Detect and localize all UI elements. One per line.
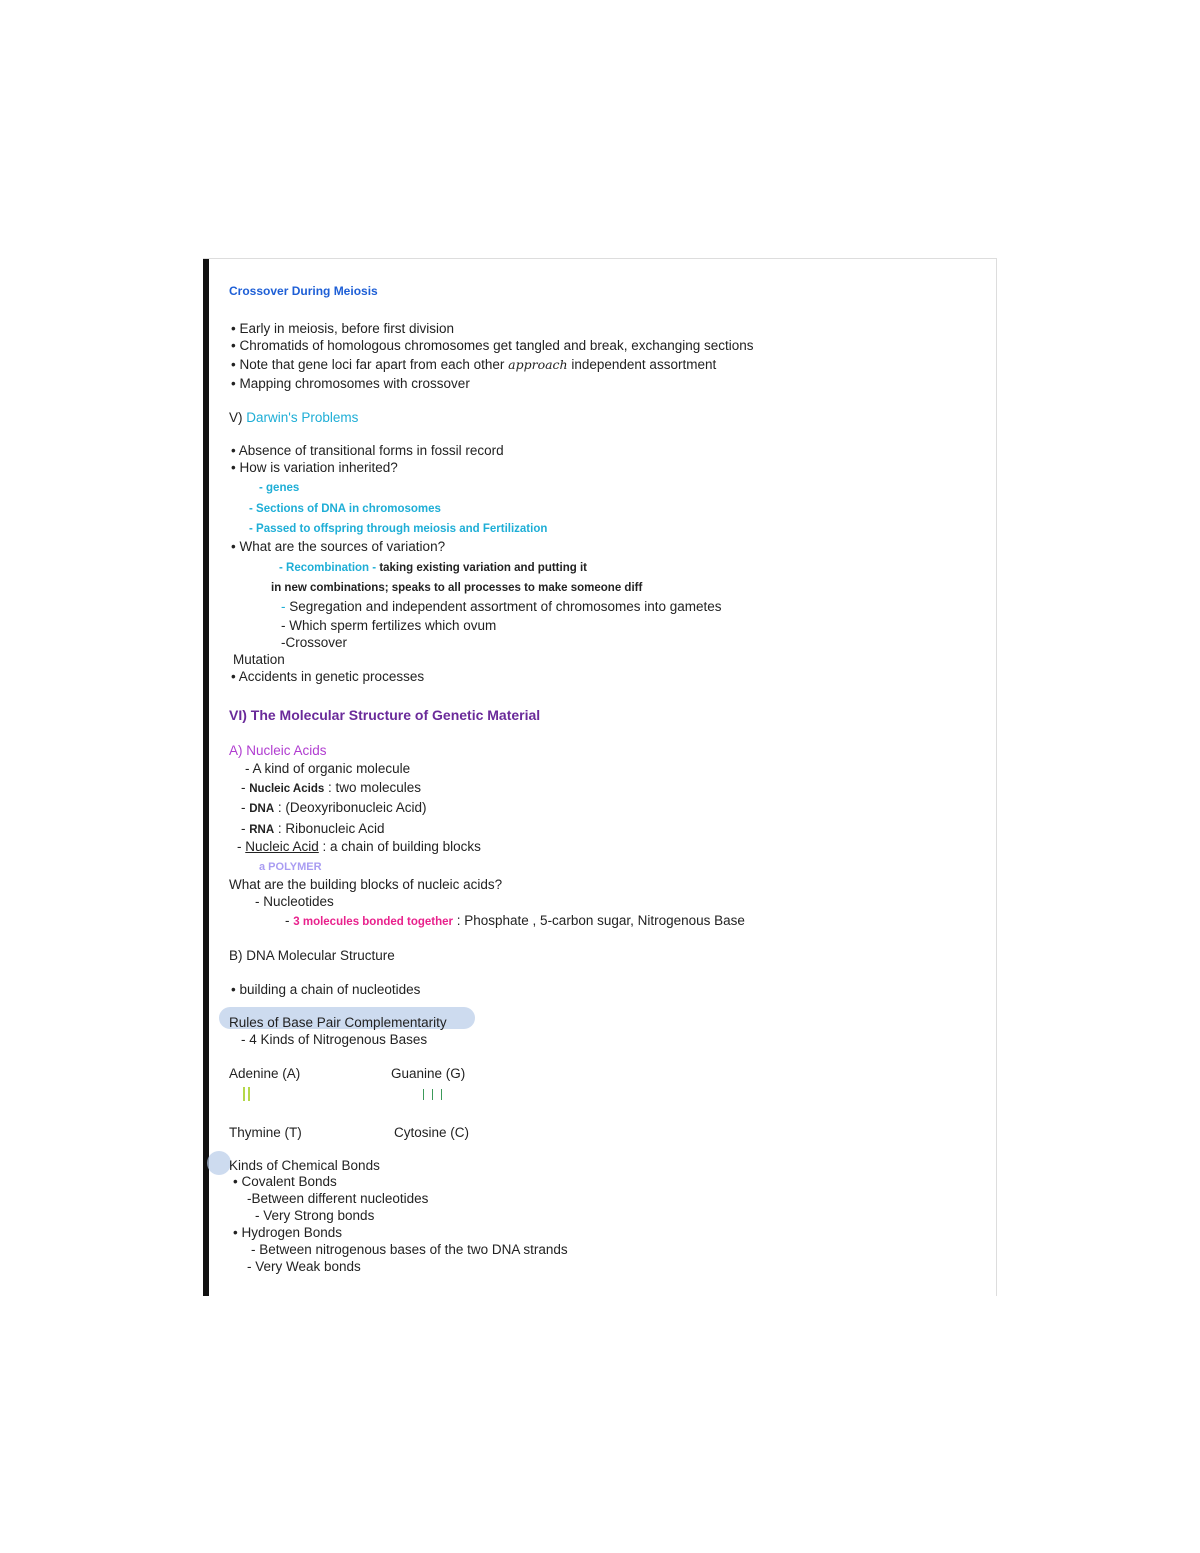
- segregation-dash: -: [281, 599, 290, 614]
- covalent-bullet: • Covalent Bonds: [233, 1174, 337, 1189]
- chemical-bonds-heading: Kinds of Chemical Bonds: [229, 1158, 380, 1173]
- passed-line: - Passed to offspring through meiosis and Fertilization: [249, 523, 548, 535]
- building-blocks-question: What are the building blocks of nucleic acids?: [229, 877, 503, 892]
- recombination-def-2: in new combinations; speaks to all processes to make someone diff: [271, 582, 643, 594]
- rna-term: RNA: [249, 824, 275, 836]
- dna-line: [241, 800, 426, 817]
- double-bond-line-2: [248, 1087, 250, 1101]
- accidents-bullet: • Accidents in genetic processes: [231, 669, 425, 684]
- na-term: Nucleic Acids: [249, 783, 325, 795]
- rna-def: : Ribonucleic Acid: [274, 821, 385, 836]
- double-bond-line-1: [243, 1087, 245, 1101]
- dna-dash: -: [241, 800, 250, 815]
- three-def: : Phosphate , 5-carbon sugar, Nitrogenous Base: [453, 913, 745, 928]
- hydrogen-bullet: • Hydrogen Bonds: [233, 1225, 343, 1240]
- darwin-label: V): [229, 410, 247, 425]
- four-kinds-line: - 4 Kinds of Nitrogenous Bases: [241, 1032, 428, 1047]
- chain-term: Nucleic Acid: [245, 839, 319, 854]
- darwin-bullet-2: • How is variation inherited?: [231, 460, 398, 475]
- genes-line: - genes: [259, 482, 300, 494]
- crossover-heading: Crossover During Meiosis: [229, 284, 378, 298]
- na-def: : two molecules: [324, 780, 422, 795]
- note-page: [203, 258, 997, 1296]
- darwin-title: Darwin's Problems: [246, 410, 359, 425]
- rna-dash: -: [241, 821, 250, 836]
- mutation-label: Mutation: [233, 652, 285, 667]
- double-bond-mark: [243, 1087, 253, 1101]
- chain-dash: -: [237, 839, 246, 854]
- recombination-def-1: taking existing variation and putting it: [379, 562, 587, 574]
- chain-line: [237, 839, 481, 855]
- crossover-line: -Crossover: [281, 635, 348, 650]
- between-nucleotides-line: -Between different nucleotides: [247, 1191, 429, 1206]
- very-weak-line: - Very Weak bonds: [247, 1259, 361, 1274]
- chain-def: : a chain of building blocks: [318, 839, 481, 854]
- na-dash: -: [241, 780, 250, 795]
- darwin-bullet-3: • What are the sources of variation?: [231, 539, 446, 554]
- page-left-border: [203, 259, 209, 1296]
- crossover-bullet-1: • Early in meiosis, before first division: [231, 321, 455, 336]
- three-dash: -: [285, 913, 294, 928]
- rules-heading: Rules of Base Pair Complementarity: [229, 1015, 447, 1030]
- darwin-bullet-1: • Absence of transitional forms in fossil record: [231, 443, 504, 458]
- highlight-dot: [207, 1151, 231, 1175]
- nucleic-acids-heading: A) Nucleic Acids: [229, 743, 327, 758]
- guanine-label: Guanine (G): [391, 1066, 466, 1081]
- triple-bond-mark: [423, 1089, 445, 1101]
- building-chain-bullet: • building a chain of nucleotides: [231, 982, 421, 997]
- dna-def: : (Deoxyribonucleic Acid): [274, 800, 427, 815]
- dna-structure-heading: B) DNA Molecular Structure: [229, 948, 395, 963]
- crossover-bullet-2: • Chromatids of homologous chromosomes get tangled and break, exchanging sections: [231, 338, 754, 353]
- note-italic: approach: [508, 357, 568, 372]
- very-strong-line: - Very Strong bonds: [255, 1208, 375, 1223]
- adenine-label: Adenine (A): [229, 1066, 301, 1081]
- polymer-label: a POLYMER: [259, 861, 322, 873]
- triple-bond-line-1: [423, 1089, 424, 1100]
- sperm-line: - Which sperm fertilizes which ovum: [281, 618, 497, 633]
- triple-bond-line-2: [432, 1089, 433, 1100]
- triple-bond-line-3: [441, 1089, 442, 1100]
- crossover-bullet-4: • Mapping chromosomes with crossover: [231, 376, 470, 391]
- three-term: 3 molecules bonded together: [293, 916, 453, 928]
- dna-term: DNA: [249, 803, 275, 815]
- nucleic-acids-line: [241, 780, 421, 797]
- segregation-text: Segregation and independent assortment of chromosomes into gametes: [289, 599, 722, 614]
- segregation-line: [281, 599, 722, 615]
- organic-molecule-line: - A kind of organic molecule: [245, 761, 411, 776]
- nucleotides-line: - Nucleotides: [255, 894, 334, 909]
- note-post: independent assortment: [567, 357, 717, 372]
- cytosine-label: Cytosine (C): [394, 1125, 470, 1140]
- recombination-line: [279, 559, 587, 576]
- recombination-term: - Recombination -: [279, 562, 380, 574]
- crossover-bullet-3: [231, 357, 716, 373]
- sections-line: - Sections of DNA in chromosomes: [249, 503, 441, 515]
- darwin-heading: [229, 410, 358, 426]
- rna-line: [241, 821, 384, 838]
- thymine-label: Thymine (T): [229, 1125, 302, 1140]
- between-bases-line: - Between nitrogenous bases of the two DNA strands: [251, 1242, 568, 1257]
- note-pre: • Note that gene loci far apart from each other: [231, 357, 509, 372]
- molecular-heading: VI) The Molecular Structure of Genetic Material: [229, 707, 541, 723]
- three-molecules-line: [285, 913, 745, 930]
